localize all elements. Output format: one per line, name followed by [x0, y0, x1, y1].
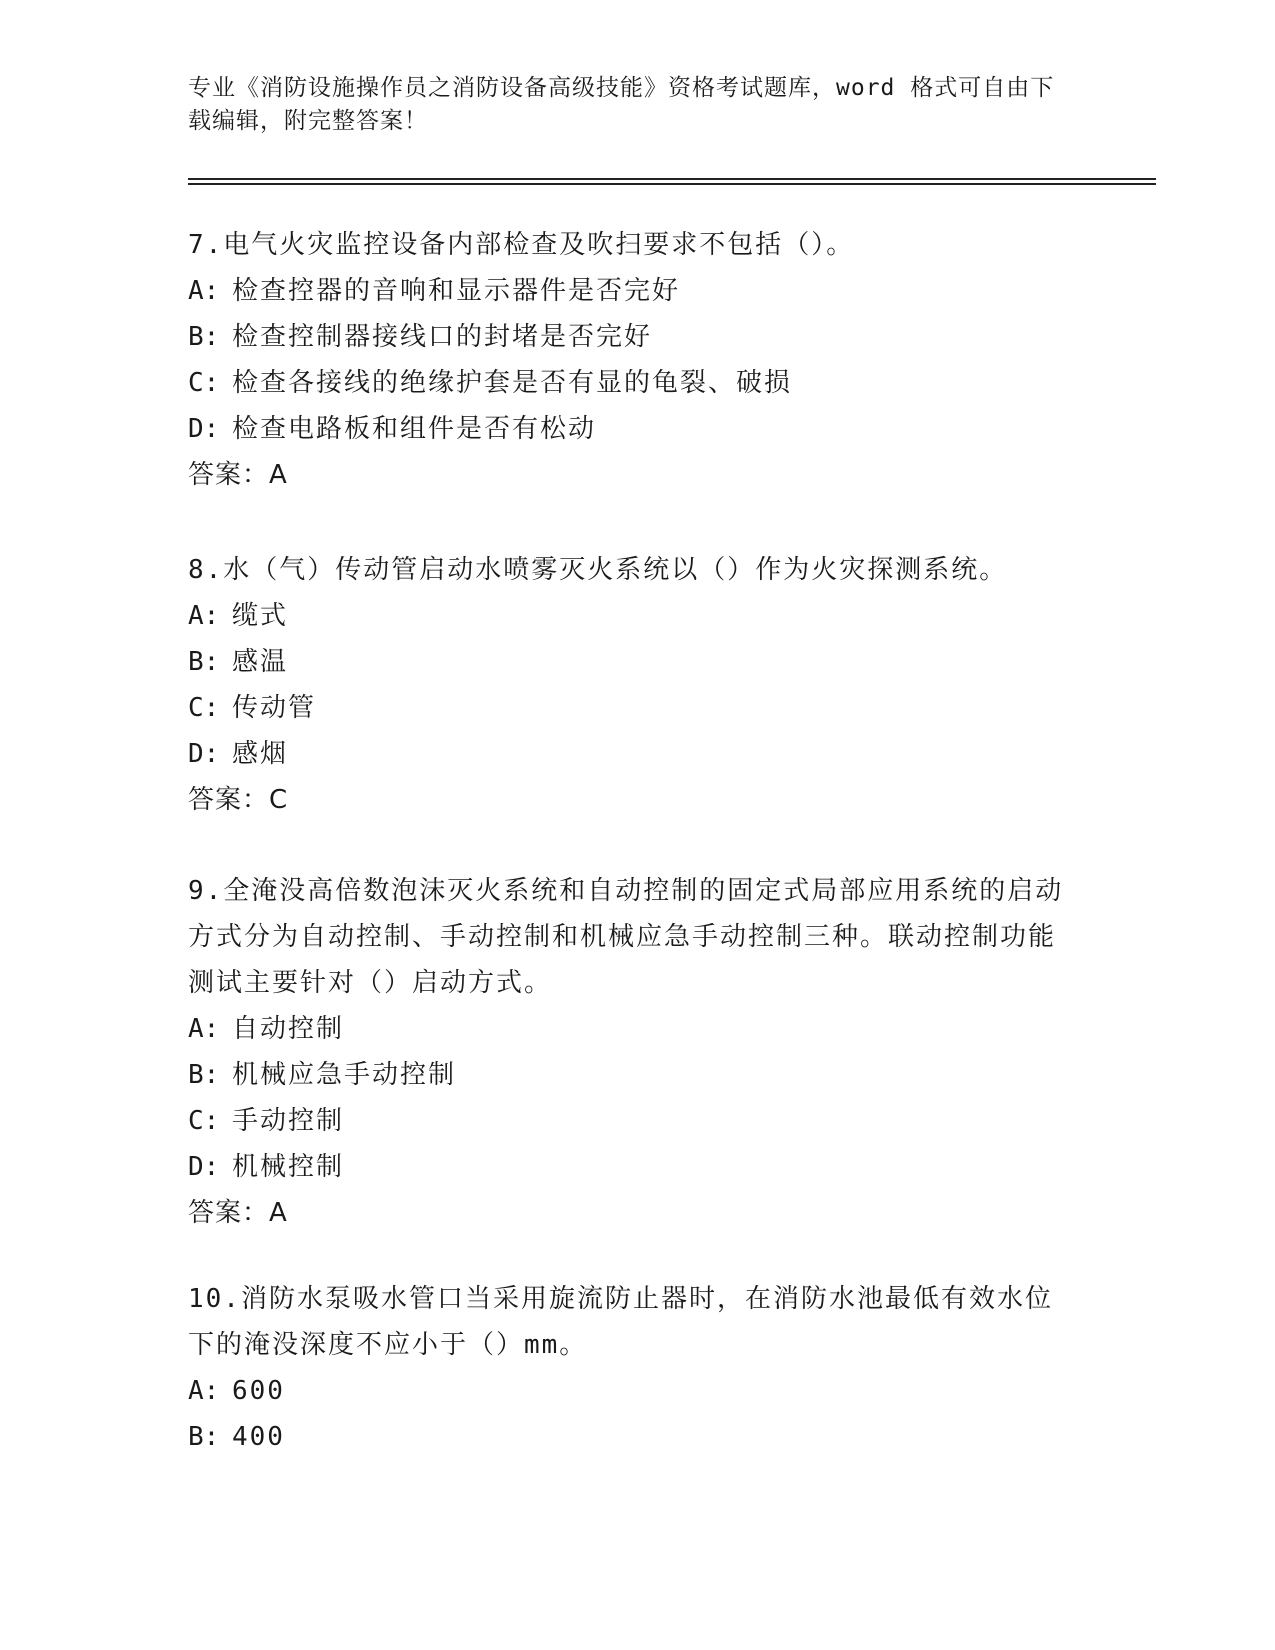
option-b: [188, 314, 1088, 360]
document-header: 专业《消防设施操作员之消防设备高级技能》资格考试题库，word 格式可自由下载编辑，附完整答案！: [188, 75, 1055, 134]
option-b: [188, 639, 1088, 685]
header-divider-bottom: [188, 183, 1156, 185]
question-7: [188, 222, 1088, 498]
question-9: [188, 868, 1068, 1236]
option-a: [188, 593, 1088, 639]
question-stem: 10.消防水泵吸水管口当采用旋流防止器时，在消防水池最低有效水位下的淹没深度不应小于（）mm。: [188, 1284, 1053, 1360]
option-label: B:: [188, 322, 220, 352]
question-stem: 9.全淹没高倍数泡沫灭火系统和自动控制的固定式局部应用系统的启动方式分为自动控制、手动控制和机械应急手动控制三种。联动控制功能测试主要针对（）启动方式。: [188, 876, 1064, 998]
answer-line: 答案：C: [188, 785, 289, 815]
option-label: B:: [188, 647, 220, 677]
option-text: 检查控器的音响和显示器件是否完好: [232, 276, 681, 306]
option-a: [188, 1006, 1068, 1052]
option-text: 检查电路板和组件是否有松动: [232, 414, 597, 444]
option-text: 400: [232, 1422, 285, 1452]
option-c: [188, 360, 1088, 406]
option-label: C:: [188, 1106, 220, 1136]
option-label: A:: [188, 276, 220, 306]
option-text: 检查控制器接线口的封堵是否完好: [232, 322, 653, 352]
option-label: A:: [188, 1014, 220, 1044]
question-10: [188, 1276, 1068, 1460]
option-text: 手动控制: [232, 1106, 345, 1136]
option-label: B:: [188, 1060, 220, 1090]
option-c: [188, 1098, 1068, 1144]
option-text: 机械控制: [232, 1152, 345, 1182]
option-a: [188, 1368, 1068, 1414]
option-text: 传动管: [232, 693, 317, 723]
option-label: D:: [188, 414, 220, 444]
option-c: [188, 685, 1088, 731]
option-label: D:: [188, 739, 220, 769]
option-label: A:: [188, 1376, 220, 1406]
answer-line: 答案：A: [188, 460, 288, 490]
option-text: 检查各接线的绝缘护套是否有显的龟裂、破损: [232, 368, 793, 398]
question-stem: 8.水（气）传动管启动水喷雾灭火系统以（）作为火灾探测系统。: [188, 555, 1008, 585]
option-a: [188, 268, 1088, 314]
option-d: [188, 1144, 1068, 1190]
option-label: C:: [188, 693, 220, 723]
header-divider-top: [188, 178, 1156, 180]
option-label: B:: [188, 1422, 220, 1452]
option-b: [188, 1414, 1068, 1460]
answer-line: 答案：A: [188, 1198, 288, 1228]
option-label: C:: [188, 368, 220, 398]
option-d: [188, 731, 1088, 777]
question-stem: 7.电气火灾监控设备内部检查及吹扫要求不包括（）。: [188, 230, 855, 260]
option-text: 缆式: [232, 601, 289, 631]
option-text: 自动控制: [232, 1014, 345, 1044]
option-text: 感烟: [232, 739, 289, 769]
option-label: D:: [188, 1152, 220, 1182]
option-text: 600: [232, 1376, 285, 1406]
option-text: 机械应急手动控制: [232, 1060, 457, 1090]
option-d: [188, 406, 1088, 452]
option-text: 感温: [232, 647, 289, 677]
question-8: [188, 547, 1088, 823]
option-label: A:: [188, 601, 220, 631]
option-b: [188, 1052, 1068, 1098]
